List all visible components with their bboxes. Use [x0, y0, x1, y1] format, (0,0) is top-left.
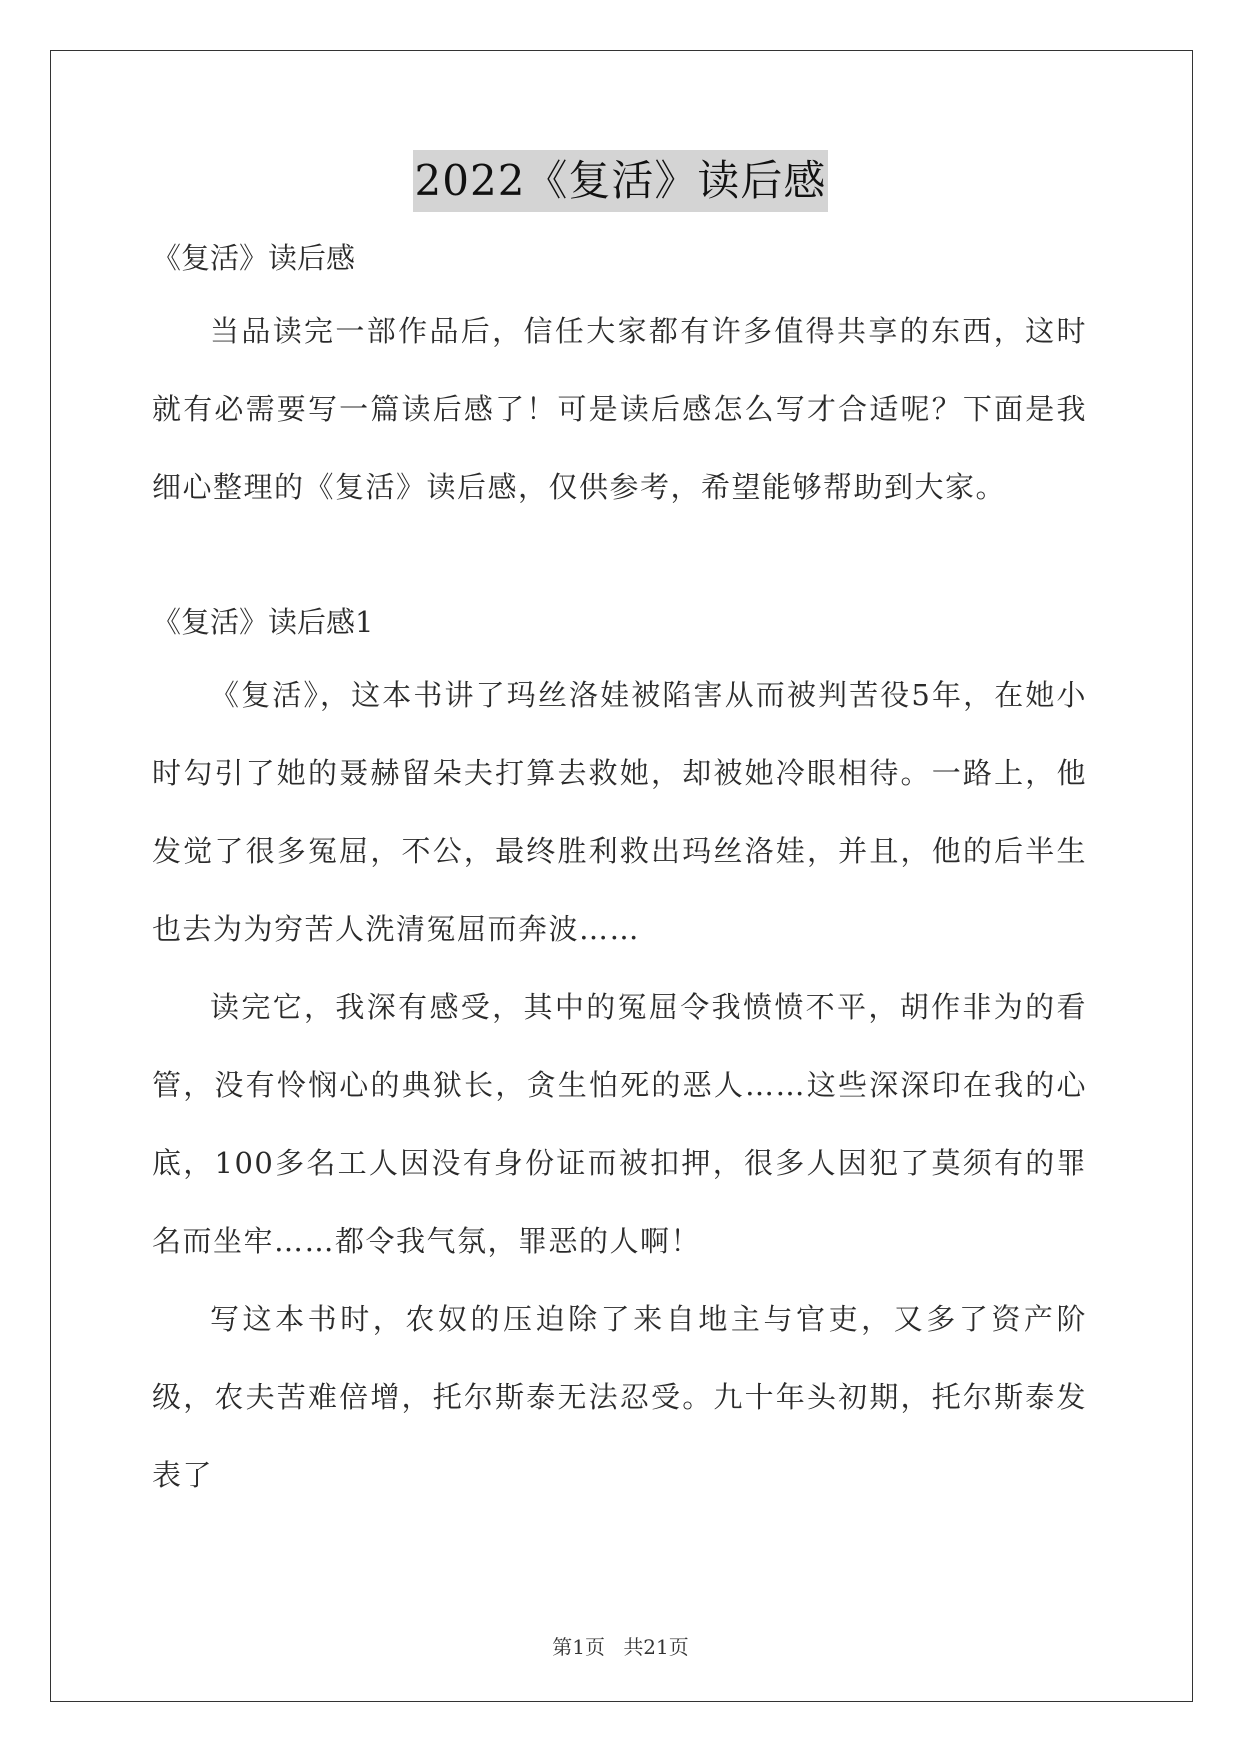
page-number: 第1页 [552, 1635, 605, 1659]
document-title: 2022《复活》读后感 [413, 150, 829, 212]
section-heading: 《复活》读后感1 [152, 605, 374, 639]
title-container [0, 150, 1241, 212]
page-footer [0, 1631, 1241, 1660]
body-paragraph-3: 写这本书时，农奴的压迫除了来自地主与官吏，又多了资产阶级，农夫苦难倍增，托尔斯泰无法忍受。九十年头初期，托尔斯泰发表了 [152, 1302, 1087, 1492]
body-paragraph-2: 读完它，我深有感受，其中的冤屈令我愤愤不平，胡作非为的看管，没有怜悯心的典狱长，贪生怕死的恶人……这些深深印在我的心底，100多名工人因没有身份证而被扣押，很多人因犯了莫须有的罪名而坐牢……都令我气氛，罪恶的人啊！ [152, 990, 1087, 1258]
intro-heading: 《复活》读后感 [152, 241, 356, 275]
page-total: 共21页 [623, 1635, 689, 1659]
body-paragraph-1: 《复活》，这本书讲了玛丝洛娃被陷害从而被判苦役5年，在她小时勾引了她的聂赫留朵夫打算去救她，却被她冷眼相待。一路上，他发觉了很多冤屈，不公，最终胜利救出玛丝洛娃，并且，他的后半生也去为为穷苦人洗清冤屈而奔波…… [152, 678, 1087, 946]
intro-paragraph: 当品读完一部作品后，信任大家都有许多值得共享的东西，这时就有必需要写一篇读后感了！可是读后感怎么写才合适呢？下面是我细心整理的《复活》读后感，仅供参考，希望能够帮助到大家。 [152, 314, 1087, 504]
